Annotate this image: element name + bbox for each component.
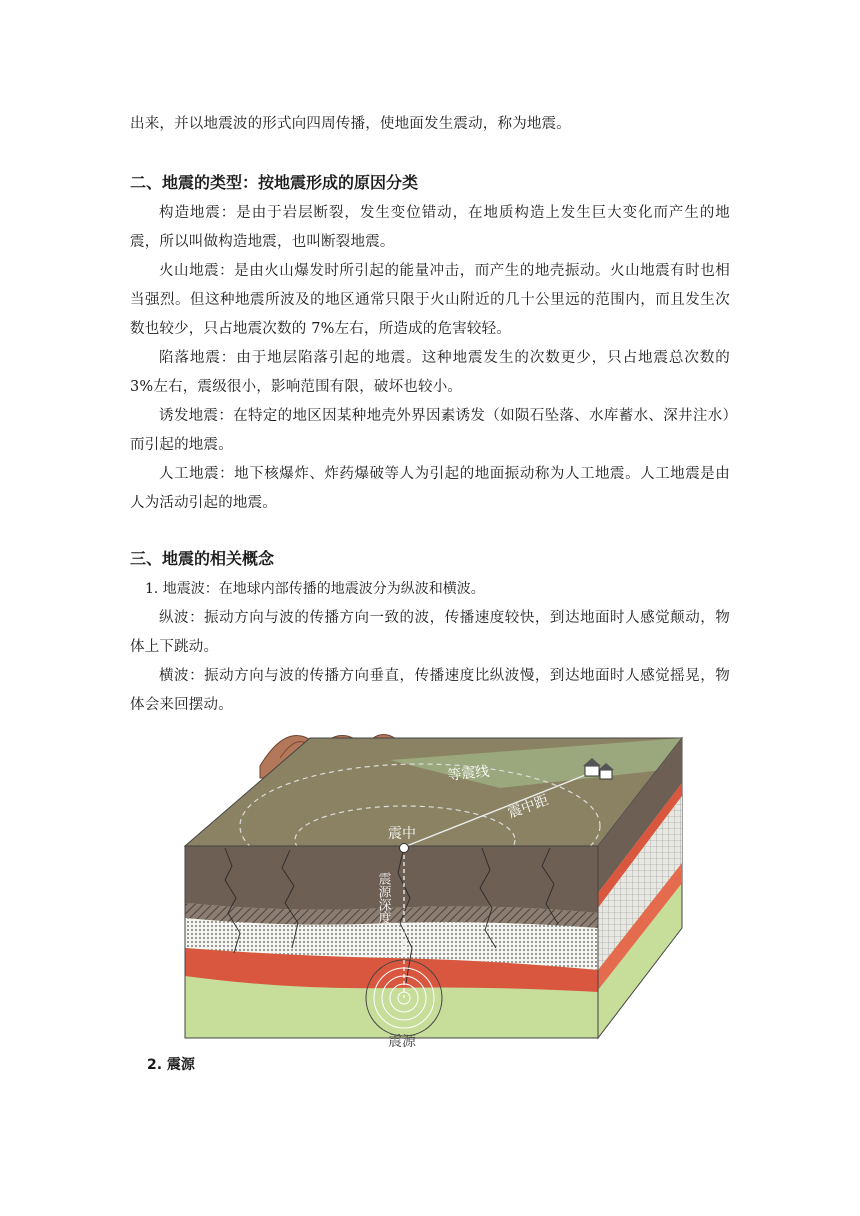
seismic-wave-item: 1. 地震波：在地球内部传播的地震波分为纵波和横波。	[145, 581, 485, 597]
collapse-earthquake-paragraph: 陷落地震：由于地层陷落引起的地震。这种地震发生的次数更少，只占地震总次数的 3%左右，震级很小，影响范围有限，破坏也较小。	[130, 350, 730, 395]
section3-heading: 三、地震的相关概念	[130, 549, 275, 568]
intro-tail-text: 出来，并以地震波的形式向四周传播，使地面发生震动，称为地震。	[130, 116, 571, 132]
epicenter-label: 震中	[388, 826, 416, 842]
focal-depth-label: 震源深度	[375, 872, 391, 924]
earthquake-block-diagram	[170, 708, 690, 1048]
isoseismal-label: 等震线	[446, 763, 491, 784]
focus-item-heading: 2. 震源	[147, 1057, 195, 1073]
s-wave-paragraph: 横波：振动方向与波的传播方向垂直，传播速度比纵波慢，到达地面时人感觉摇晃，物体会来回摆动。	[130, 668, 730, 713]
artificial-earthquake-paragraph: 人工地震：地下核爆炸、炸药爆破等人为引起的地面振动称为人工地震。人工地震是由人为活动引起的地震。	[130, 466, 730, 511]
tectonic-earthquake-paragraph: 构造地震：是由于岩层断裂，发生变位错动，在地质构造上发生巨大变化而产生的地震，所以叫做构造地震，也叫断裂地震。	[130, 205, 730, 250]
block-front-face	[185, 846, 598, 1038]
p-wave-paragraph: 纵波：振动方向与波的传播方向一致的波，传播速度较快，到达地面时人感觉颠动，物体上下跳动。	[130, 610, 730, 655]
epicenter-point	[400, 844, 409, 853]
induced-earthquake-paragraph: 诱发地震：在特定的地区因某种地壳外界因素诱发（如陨石坠落、水库蓄水、深井注水）而引起的地震。	[130, 408, 730, 453]
epicentral-distance-label: 震中距	[505, 792, 551, 822]
volcanic-earthquake-paragraph: 火山地震：是由火山爆发时所引起的能量冲击，而产生的地壳振动。火山地震有时也相当强烈。但这种地震所波及的地区通常只限于火山附近的几十公里远的范围内，而且发生次数也较少，只占地震次数的 7%左右，所造成的危害较轻。	[130, 263, 730, 337]
section2-heading: 二、地震的类型：按地震形成的原因分类	[130, 173, 419, 192]
focus-label: 震源	[388, 1034, 416, 1048]
